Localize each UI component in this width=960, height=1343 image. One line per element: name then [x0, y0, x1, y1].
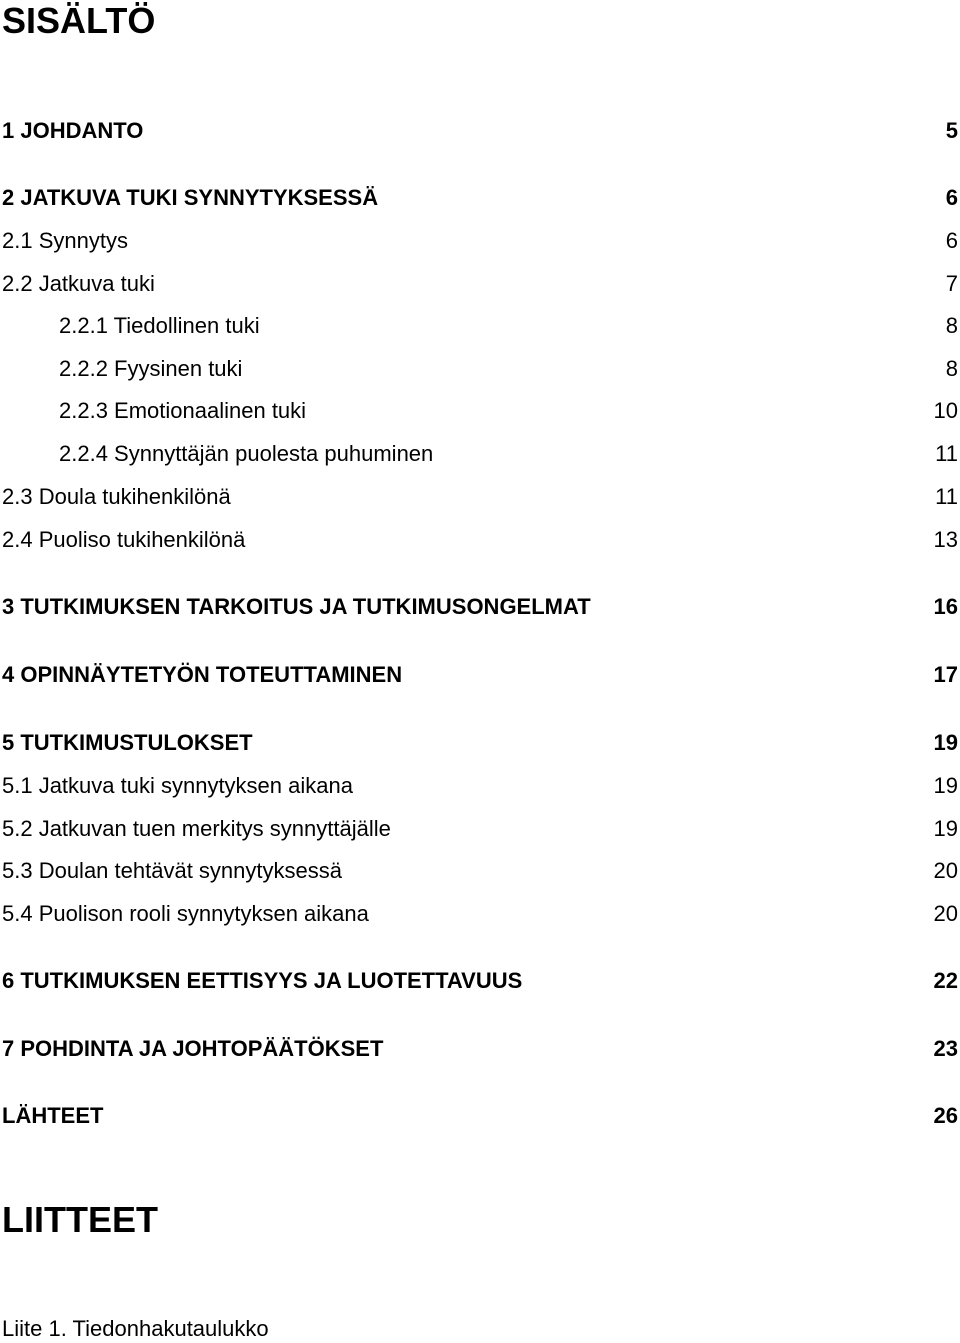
toc-entry-label: 5.3 Doulan tehtävät synnytyksessä: [2, 858, 342, 883]
toc-entry-label: 4 OPINNÄYTETYÖN TOTEUTTAMINEN: [2, 662, 403, 687]
toc-entry-page: 16: [933, 594, 958, 619]
toc-entry-label: 1 JOHDANTO: [2, 118, 144, 143]
toc-entry-label: 2.2.1 Tiedollinen tuki: [59, 313, 260, 338]
toc-entry-label: LÄHTEET: [2, 1103, 104, 1128]
toc-entry-page: 13: [933, 527, 958, 552]
toc-entry-label: 2.3 Doula tukihenkilönä: [2, 484, 231, 509]
toc-entry-page: 17: [933, 662, 958, 687]
toc-entry-page: 8: [945, 313, 958, 338]
toc-entry-puoliso-tukihenkilona[interactable]: [0, 526, 958, 554]
toc-entry-fyysinen-tuki[interactable]: [0, 355, 958, 383]
toc-entry-label: 2.4 Puoliso tukihenkilönä: [2, 527, 246, 552]
toc-entry-page: 8: [945, 356, 958, 381]
toc-entry-page: 11: [935, 441, 958, 466]
toc-title: SISÄLTÖ: [2, 0, 156, 41]
toc-entry-puolison-rooli[interactable]: [0, 900, 958, 928]
toc-entry-doulan-tehtavat[interactable]: [0, 857, 958, 885]
toc-entry-jatkuvan-tuen-merkitys[interactable]: [0, 815, 958, 843]
toc-entry-synnytys[interactable]: [0, 227, 958, 255]
toc-entry-tutkimustulokset[interactable]: [0, 729, 958, 757]
appendix-entry-tiedonhakutaulukko[interactable]: [2, 1315, 269, 1343]
toc-entry-label: 2.1 Synnytys: [2, 228, 128, 253]
toc-entry-page: 22: [933, 968, 958, 993]
toc-entry-label: 5 TUTKIMUSTULOKSET: [2, 730, 253, 755]
toc-entry-page: 23: [933, 1036, 958, 1061]
toc-entry-synnyttajan-puolesta-puhuminen[interactable]: [0, 440, 958, 468]
toc-entry-tutkimuksen-tarkoitus[interactable]: [0, 593, 958, 621]
toc-entry-page: 20: [933, 901, 958, 926]
toc-entry-page: 11: [935, 484, 958, 509]
toc-entry-pohdinta-ja-johtopaatokset[interactable]: [0, 1035, 958, 1063]
toc-entry-label: 5.1 Jatkuva tuki synnytyksen aikana: [2, 773, 353, 798]
toc-entry-doula-tukihenkilona[interactable]: [0, 483, 958, 511]
toc-entry-label: 5.2 Jatkuvan tuen merkitys synnyttäjälle: [2, 816, 391, 841]
toc-entry-page: 19: [933, 773, 958, 798]
appendix-entry-label: Liite 1. Tiedonhakutaulukko: [2, 1316, 269, 1341]
appendices-title: LIITTEET: [2, 1199, 158, 1240]
toc-entry-label: 2.2 Jatkuva tuki: [2, 271, 155, 296]
toc-entry-label: 5.4 Puolison rooli synnytyksen aikana: [2, 901, 369, 926]
toc-entry-page: 26: [933, 1103, 958, 1128]
toc-entry-page: 5: [945, 118, 958, 143]
toc-entry-page: 6: [945, 228, 958, 253]
toc-entry-label: 2 JATKUVA TUKI SYNNYTYKSESSÄ: [2, 185, 379, 210]
toc-entry-page: 10: [933, 398, 958, 423]
toc-entry-label: 2.2.3 Emotionaalinen tuki: [59, 398, 307, 423]
toc-entry-jatkuva-tuki[interactable]: [0, 270, 958, 298]
toc-entry-jatkuva-tuki-synnytyksessa[interactable]: [0, 184, 958, 212]
toc-entry-page: 20: [933, 858, 958, 883]
toc-entry-label: 3 TUTKIMUKSEN TARKOITUS JA TUTKIMUSONGELMAT: [2, 594, 591, 619]
toc-entry-eettisyys-ja-luotettavuus[interactable]: [0, 967, 958, 995]
toc-entry-opinnaytetyon-toteuttaminen[interactable]: [0, 661, 958, 689]
toc-entry-lahteet[interactable]: [0, 1102, 958, 1130]
toc-entry-page: 19: [933, 816, 958, 841]
toc-entry-page: 6: [945, 185, 958, 210]
toc-entry-label: 2.2.2 Fyysinen tuki: [59, 356, 243, 381]
toc-entry-jatkuva-tuki-synnytyksen-aikana[interactable]: [0, 772, 958, 800]
toc-entry-page: 7: [945, 271, 958, 296]
toc-entry-label: 7 POHDINTA JA JOHTOPÄÄTÖKSET: [2, 1036, 384, 1061]
toc-entry-page: 19: [933, 730, 958, 755]
toc-entry-emotionaalinen-tuki[interactable]: [0, 397, 958, 425]
toc-entry-tiedollinen-tuki[interactable]: [0, 312, 958, 340]
toc-entry-label: 6 TUTKIMUKSEN EETTISYYS JA LUOTETTAVUUS: [2, 968, 523, 993]
toc-entry-johdanto[interactable]: [0, 117, 958, 145]
toc-entry-label: 2.2.4 Synnyttäjän puolesta puhuminen: [59, 441, 434, 466]
